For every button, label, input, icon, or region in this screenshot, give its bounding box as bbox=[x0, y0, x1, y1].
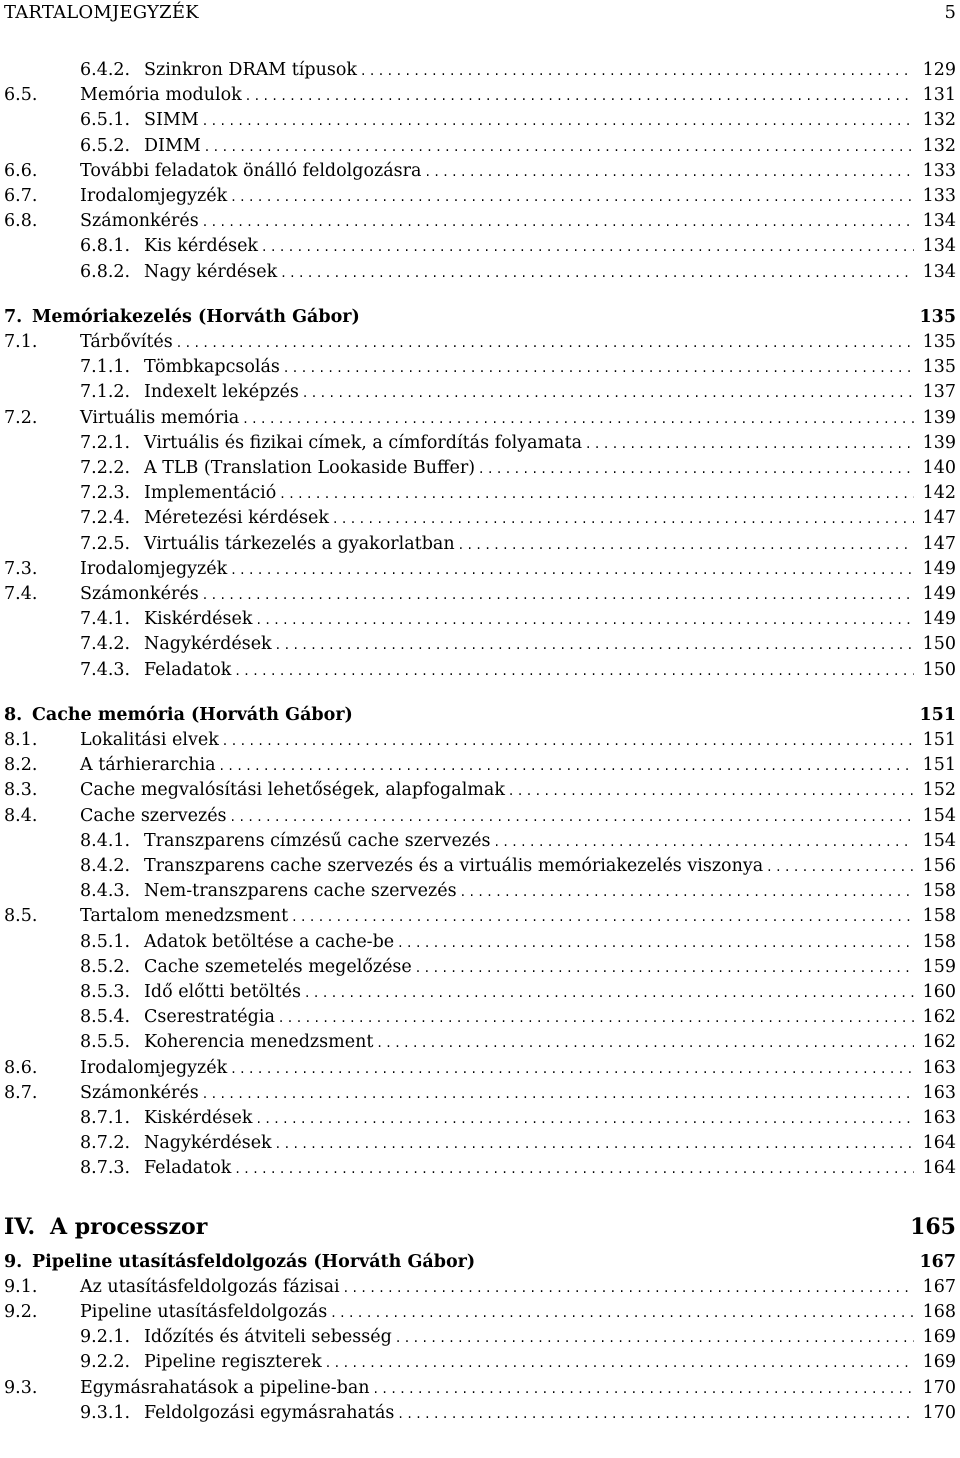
toc-entry-page: 152 bbox=[922, 780, 956, 801]
toc-entry[interactable] bbox=[0, 1378, 960, 1403]
toc-entry[interactable] bbox=[0, 906, 960, 931]
toc-chapter[interactable] bbox=[0, 1252, 960, 1277]
toc-entry-page: 151 bbox=[922, 755, 956, 776]
toc-part[interactable] bbox=[0, 1214, 960, 1246]
dot-leader bbox=[374, 1381, 914, 1397]
toc-entry-number: 8.5.3. bbox=[80, 982, 131, 1002]
toc-entry-number: 6.5.1. bbox=[80, 110, 131, 131]
dot-leader bbox=[177, 335, 914, 351]
toc-entry-number: 7. bbox=[4, 306, 23, 327]
toc-entry[interactable] bbox=[0, 110, 960, 135]
running-header bbox=[4, 2, 956, 26]
toc-entry[interactable] bbox=[0, 831, 960, 856]
toc-entry-page: 133 bbox=[922, 160, 956, 181]
dot-leader bbox=[494, 834, 914, 850]
toc-entry-number: 7.2.1. bbox=[80, 432, 131, 453]
toc-entry-title: Feldolgozási egymásrahatás bbox=[144, 1402, 395, 1423]
toc-entry[interactable] bbox=[0, 584, 960, 609]
toc-entry-page: 149 bbox=[922, 609, 956, 630]
toc-entry-page: 170 bbox=[922, 1377, 956, 1398]
toc-entry-page: 162 bbox=[922, 1032, 956, 1053]
toc-entry-title: Kiskérdések bbox=[144, 609, 253, 630]
toc-entry-page: 169 bbox=[922, 1327, 956, 1348]
dot-leader bbox=[344, 1280, 914, 1296]
toc-entry-page: 142 bbox=[922, 483, 956, 504]
toc-entry-title: Pipeline regiszterek bbox=[144, 1352, 322, 1373]
toc-entry-title: A processzor bbox=[50, 1213, 208, 1240]
toc-entry-page: 163 bbox=[922, 1057, 956, 1078]
toc-entry-page: 131 bbox=[922, 85, 956, 106]
toc-entry[interactable] bbox=[0, 408, 960, 433]
toc-entry-page: 132 bbox=[922, 135, 956, 156]
toc-entry[interactable] bbox=[0, 806, 960, 831]
toc-entry-number: 8.5.4. bbox=[80, 1007, 131, 1028]
toc-entry-number: 7.4.1. bbox=[80, 609, 131, 630]
dot-leader bbox=[281, 265, 914, 281]
toc-entry-number: 9.3.1. bbox=[80, 1402, 131, 1423]
toc-entry-page: 134 bbox=[922, 236, 956, 257]
toc-entry-title: Virtuális tárkezelés a gyakorlatban bbox=[144, 533, 455, 554]
toc-entry-number: 7.3. bbox=[4, 558, 38, 579]
toc-entry-number: 7.4.3. bbox=[80, 659, 131, 680]
dot-leader bbox=[203, 113, 914, 129]
toc-entry-number: 8.7.1. bbox=[80, 1108, 131, 1128]
dot-leader bbox=[280, 486, 914, 502]
dot-leader bbox=[425, 164, 914, 180]
toc-entry-number: 8.1. bbox=[4, 730, 38, 750]
toc-entry-page: 135 bbox=[919, 306, 956, 327]
toc-entry-title: Memória modulok bbox=[80, 85, 242, 106]
toc-entry-page: 147 bbox=[922, 508, 956, 529]
toc-entry[interactable] bbox=[0, 161, 960, 186]
toc-entry-number: 6.7. bbox=[4, 186, 38, 206]
toc-entry-number: 6.8.1. bbox=[80, 236, 131, 257]
toc-entry-title: Számonkérés bbox=[80, 211, 199, 232]
toc-entry-number: 8.5.2. bbox=[80, 956, 131, 977]
toc-entry[interactable] bbox=[0, 856, 960, 881]
dot-leader bbox=[231, 809, 914, 825]
dot-leader bbox=[243, 411, 914, 427]
toc-entry-title: Cache szervezés bbox=[80, 805, 227, 826]
toc-entry-page: 158 bbox=[922, 906, 956, 927]
toc-entry-number: 7.1.2. bbox=[80, 382, 131, 403]
toc-entry-page: 158 bbox=[922, 931, 956, 952]
toc-entry[interactable] bbox=[0, 332, 960, 357]
toc-entry[interactable] bbox=[0, 85, 960, 110]
toc-entry-number: 6.5.2. bbox=[80, 135, 131, 156]
toc-entry-number: 8.4. bbox=[4, 805, 38, 826]
toc-entry-page: 164 bbox=[922, 1133, 956, 1154]
toc-entry-page: 160 bbox=[922, 982, 956, 1002]
toc-entry[interactable] bbox=[0, 957, 960, 982]
dot-leader bbox=[459, 537, 914, 553]
toc-entry-number: 8. bbox=[4, 704, 23, 725]
toc-entry-number: 8.6. bbox=[4, 1057, 38, 1078]
dot-leader bbox=[586, 436, 914, 452]
toc-entry[interactable] bbox=[0, 508, 960, 533]
toc-entry-number: 6.6. bbox=[4, 160, 38, 181]
dot-leader bbox=[276, 1136, 914, 1152]
toc-entry-number: 8.4.3. bbox=[80, 881, 131, 902]
toc-entry-page: 158 bbox=[922, 881, 956, 902]
toc-entry-title: Memóriakezelés (Horváth Gábor) bbox=[32, 306, 360, 327]
toc-entry-number: 9.1. bbox=[4, 1276, 38, 1297]
toc-entry[interactable] bbox=[0, 60, 960, 85]
dot-leader bbox=[284, 360, 914, 376]
toc-entry-number: 6.4.2. bbox=[80, 60, 131, 80]
header-page-number: 5 bbox=[944, 2, 956, 23]
toc-entry-page: 165 bbox=[910, 1213, 956, 1240]
toc-entry[interactable] bbox=[0, 1032, 960, 1057]
dot-leader bbox=[398, 935, 914, 951]
dot-leader bbox=[398, 1406, 914, 1422]
toc-entry-page: 170 bbox=[922, 1402, 956, 1423]
dot-leader bbox=[461, 884, 914, 900]
dot-leader bbox=[256, 612, 914, 628]
toc-entry-title: Tartalom menedzsment bbox=[80, 906, 289, 927]
toc-entry-page: 150 bbox=[922, 634, 956, 655]
toc-entry-number: 7.4.2. bbox=[80, 634, 131, 655]
toc-entry-page: 135 bbox=[922, 357, 956, 378]
toc-entry[interactable] bbox=[0, 433, 960, 458]
toc-entry[interactable] bbox=[0, 534, 960, 559]
toc-entry-title: Egymásrahatások a pipeline-ban bbox=[80, 1377, 370, 1398]
toc-entry-title: Cache megvalósítási lehetőségek, alapfogalmak bbox=[80, 780, 505, 801]
toc-entry-title: Számonkérés bbox=[80, 1082, 199, 1103]
toc-entry[interactable] bbox=[0, 262, 960, 287]
toc-entry[interactable] bbox=[0, 186, 960, 211]
toc-entry-number: 9.2.1. bbox=[80, 1327, 131, 1348]
toc-entry-title: Lokalitási elvek bbox=[80, 730, 219, 750]
toc-entry-number: 8.3. bbox=[4, 780, 38, 801]
toc-entry-title: Kiskérdések bbox=[144, 1108, 253, 1128]
toc-entry-title: Irodalomjegyzék bbox=[80, 1057, 228, 1078]
toc-entry[interactable] bbox=[0, 755, 960, 780]
toc-entry[interactable] bbox=[0, 382, 960, 407]
toc-entry-page: 149 bbox=[922, 558, 956, 579]
toc-entry-title: Feladatok bbox=[144, 1158, 232, 1179]
toc-entry-number: 8.7.3. bbox=[80, 1158, 131, 1179]
toc-entry-page: 151 bbox=[919, 704, 956, 725]
toc-entry-title: Pipeline utasításfeldolgozás (Horváth Gábor) bbox=[32, 1251, 476, 1272]
toc-entry[interactable] bbox=[0, 559, 960, 584]
dot-leader bbox=[203, 587, 914, 603]
toc-entry-title: További feladatok önálló feldolgozásra bbox=[80, 160, 422, 181]
toc-entry-title: Cserestratégia bbox=[144, 1007, 275, 1028]
toc-entry-number: 8.5. bbox=[4, 906, 38, 927]
toc-entry-page: 163 bbox=[922, 1082, 956, 1103]
dot-leader bbox=[231, 562, 914, 578]
toc-entry-page: 151 bbox=[922, 730, 956, 750]
toc-entry-page: 154 bbox=[922, 805, 956, 826]
toc-entry-page: 139 bbox=[922, 407, 956, 428]
toc-entry-title: Nagykérdések bbox=[144, 1133, 272, 1154]
toc-entry-page: 140 bbox=[922, 458, 956, 478]
toc-entry[interactable] bbox=[0, 730, 960, 755]
toc-entry-title: Feladatok bbox=[144, 659, 232, 680]
toc-entry[interactable] bbox=[0, 1327, 960, 1352]
toc-entry[interactable] bbox=[0, 1058, 960, 1083]
toc-entry-title: DIMM bbox=[144, 135, 201, 156]
toc-entry[interactable] bbox=[0, 211, 960, 236]
toc-entry-number: 8.4.1. bbox=[80, 830, 131, 851]
dot-leader bbox=[305, 985, 914, 1001]
toc-entry-page: 129 bbox=[922, 60, 956, 80]
toc-entry-title: Irodalomjegyzék bbox=[80, 558, 228, 579]
toc-entry-number: 7.2.5. bbox=[80, 533, 131, 554]
toc-entry-number: 8.5.1. bbox=[80, 931, 131, 952]
toc-entry-page: 154 bbox=[922, 830, 956, 851]
toc-chapter[interactable] bbox=[0, 705, 960, 730]
dot-leader bbox=[231, 1061, 914, 1077]
toc-entry-title: Szinkron DRAM típusok bbox=[144, 60, 357, 80]
dot-leader bbox=[203, 1086, 914, 1102]
toc-entry-page: 168 bbox=[922, 1302, 956, 1322]
toc-entry[interactable] bbox=[0, 1352, 960, 1377]
toc-entry-page: 135 bbox=[922, 332, 956, 352]
toc-entry-number: 8.7.2. bbox=[80, 1133, 131, 1154]
toc-entry-page: 147 bbox=[922, 533, 956, 554]
toc-entry-page: 150 bbox=[922, 659, 956, 680]
dot-leader bbox=[220, 758, 914, 774]
toc-entry-title: Virtuális memória bbox=[80, 407, 240, 428]
toc-entry[interactable] bbox=[0, 1007, 960, 1032]
toc-entry[interactable] bbox=[0, 136, 960, 161]
toc-entry-number: 8.4.2. bbox=[80, 856, 131, 876]
toc-entry-title: Virtuális és fizikai címek, a címfordítás folyamata bbox=[144, 432, 583, 453]
toc-entry-title: Időzítés és átviteli sebesség bbox=[144, 1327, 392, 1348]
toc-entry-page: 169 bbox=[922, 1352, 956, 1373]
toc-entry-title: Transzparens címzésű cache szervezés bbox=[144, 830, 491, 851]
toc-entry[interactable] bbox=[0, 634, 960, 659]
dot-leader bbox=[205, 139, 914, 155]
toc-entry[interactable] bbox=[0, 1083, 960, 1108]
dot-leader bbox=[276, 637, 914, 653]
dot-leader bbox=[416, 960, 914, 976]
toc-entry-title: Cache szemetelés megelőzése bbox=[144, 956, 412, 977]
dot-leader bbox=[235, 663, 914, 679]
toc-entry[interactable] bbox=[0, 483, 960, 508]
dot-leader bbox=[203, 214, 914, 230]
toc-entry-page: 137 bbox=[922, 382, 956, 403]
toc-entry[interactable] bbox=[0, 982, 960, 1007]
toc-entry-page: 134 bbox=[922, 261, 956, 282]
toc-entry-number: 7.4. bbox=[4, 584, 38, 604]
dot-leader bbox=[331, 1305, 914, 1321]
toc-entry-number: 9.2. bbox=[4, 1302, 38, 1322]
toc-entry[interactable] bbox=[0, 1277, 960, 1302]
dot-leader bbox=[377, 1035, 914, 1051]
toc-entry-number: 7.2.3. bbox=[80, 483, 131, 504]
toc-entry-title: Implementáció bbox=[144, 483, 277, 504]
header-title: TARTALOMJEGYZÉK bbox=[4, 2, 199, 23]
toc-entry-number: 9.3. bbox=[4, 1377, 38, 1398]
dot-leader bbox=[396, 1330, 914, 1346]
toc-entry-title: Kis kérdések bbox=[144, 236, 259, 257]
toc-entry-number: 7.1.1. bbox=[80, 357, 131, 378]
toc-entry-title: Tárbővítés bbox=[80, 332, 173, 352]
dot-leader bbox=[231, 189, 914, 205]
dot-leader bbox=[246, 88, 914, 104]
toc-entry-title: Pipeline utasításfeldolgozás bbox=[80, 1302, 328, 1322]
toc-entry-title: Számonkérés bbox=[80, 584, 199, 604]
toc-entry[interactable] bbox=[0, 1108, 960, 1133]
toc-entry-number: 8.5.5. bbox=[80, 1032, 131, 1053]
toc-entry-title: Méretezési kérdések bbox=[144, 508, 329, 529]
dot-leader bbox=[303, 385, 914, 401]
dot-leader bbox=[256, 1111, 914, 1127]
dot-leader bbox=[326, 1355, 914, 1371]
toc-entry-title: Nagykérdések bbox=[144, 634, 272, 655]
dot-leader bbox=[767, 859, 914, 875]
toc-entry-page: 149 bbox=[922, 584, 956, 604]
toc-entry-number: 7.2.4. bbox=[80, 508, 131, 529]
toc-entry[interactable] bbox=[0, 236, 960, 261]
toc-entry-page: 139 bbox=[922, 432, 956, 453]
toc-entry-page: 133 bbox=[922, 186, 956, 206]
toc-entry-title: Irodalomjegyzék bbox=[80, 186, 228, 206]
toc-entry-page: 164 bbox=[922, 1158, 956, 1179]
dot-leader bbox=[279, 1010, 914, 1026]
toc-entry-number: 6.8.2. bbox=[80, 261, 131, 282]
toc-entry[interactable] bbox=[0, 881, 960, 906]
toc-entry[interactable] bbox=[0, 609, 960, 634]
toc-entry-page: 159 bbox=[922, 956, 956, 977]
dot-leader bbox=[479, 461, 914, 477]
toc-entry-number: 9.2.2. bbox=[80, 1352, 131, 1373]
toc-entry-page: 156 bbox=[922, 856, 956, 876]
toc-entry-number: 6.5. bbox=[4, 85, 38, 106]
toc-entry-number: IV. bbox=[4, 1213, 36, 1240]
dot-leader bbox=[262, 239, 914, 255]
toc-entry[interactable] bbox=[0, 1133, 960, 1158]
toc-entry[interactable] bbox=[0, 458, 960, 483]
toc-entry[interactable] bbox=[0, 660, 960, 685]
toc-entry-title: Idő előtti betöltés bbox=[144, 982, 302, 1002]
toc-entry-number: 7.2.2. bbox=[80, 458, 131, 478]
toc-entry-title: Cache memória (Horváth Gábor) bbox=[32, 704, 353, 725]
toc-entry-number: 6.8. bbox=[4, 211, 38, 232]
toc-entry[interactable] bbox=[0, 1403, 960, 1428]
toc-entry-title: Nem-transzparens cache szervezés bbox=[144, 881, 457, 902]
toc-entry-title: Koherencia menedzsment bbox=[144, 1032, 374, 1053]
dot-leader bbox=[292, 909, 914, 925]
toc-entry-title: Adatok betöltése a cache-be bbox=[144, 931, 395, 952]
toc-entry-title: A tárhierarchia bbox=[80, 755, 216, 776]
dot-leader bbox=[333, 511, 914, 527]
toc-chapter[interactable] bbox=[0, 307, 960, 332]
toc-entry-title: Az utasításfeldolgozás fázisai bbox=[80, 1276, 340, 1297]
toc-entry-page: 167 bbox=[919, 1251, 956, 1272]
toc-entry[interactable] bbox=[0, 357, 960, 382]
toc-entry-number: 7.1. bbox=[4, 332, 38, 352]
toc-entry-title: A TLB (Translation Lookaside Buffer) bbox=[144, 458, 476, 478]
dot-leader bbox=[361, 63, 914, 79]
toc-entry-page: 162 bbox=[922, 1007, 956, 1028]
toc-entry[interactable] bbox=[0, 1302, 960, 1327]
toc-entry-number: 8.7. bbox=[4, 1082, 38, 1103]
toc-entry-title: Transzparens cache szervezés és a virtuális memóriakezelés viszonya bbox=[144, 856, 764, 876]
dot-leader bbox=[509, 783, 914, 799]
toc-entry-title: Tömbkapcsolás bbox=[144, 357, 280, 378]
dot-leader bbox=[223, 733, 914, 749]
toc-entry-page: 132 bbox=[922, 110, 956, 131]
toc-entry-number: 7.2. bbox=[4, 407, 38, 428]
toc-entry-page: 167 bbox=[922, 1276, 956, 1297]
toc-entry-title: Nagy kérdések bbox=[144, 261, 278, 282]
toc-entry[interactable] bbox=[0, 932, 960, 957]
dot-leader bbox=[235, 1161, 914, 1177]
toc-entry-title: Indexelt leképzés bbox=[144, 382, 299, 403]
toc-entry[interactable] bbox=[0, 780, 960, 805]
toc-entry-page: 163 bbox=[922, 1108, 956, 1128]
toc-entry-number: 8.2. bbox=[4, 755, 38, 776]
toc-entry[interactable] bbox=[0, 1158, 960, 1183]
toc-entry-title: SIMM bbox=[144, 110, 199, 131]
toc-entry-page: 134 bbox=[922, 211, 956, 232]
toc-entry-number: 9. bbox=[4, 1251, 23, 1272]
